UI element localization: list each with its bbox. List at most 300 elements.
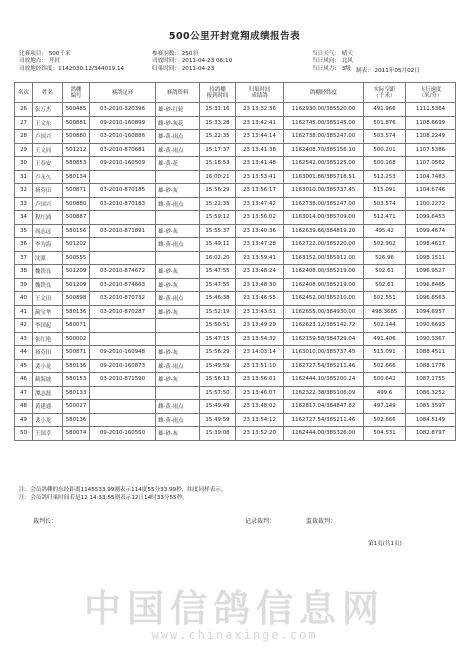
table-row bbox=[15, 427, 456, 441]
cell-speed: 1082.8797 bbox=[406, 427, 456, 441]
cell-coords: 1162159.58/384729.04 bbox=[284, 332, 364, 346]
cell-speed: 1099.4674 bbox=[406, 224, 456, 238]
table-row bbox=[15, 130, 456, 144]
cell-pigeon-info: 雄-砂-灰 bbox=[156, 224, 200, 238]
cell-loft-id: 501209 bbox=[63, 265, 90, 279]
cell-name: 潭志磊 bbox=[33, 386, 63, 400]
cell-rank: 38 bbox=[15, 265, 33, 279]
cell-coords: 1162444.10/385200.24 bbox=[284, 373, 364, 387]
cell-name: 扬芬田 bbox=[33, 184, 63, 198]
cell-rank: 30 bbox=[15, 157, 33, 171]
cell-report-time: 15:22:35 bbox=[200, 130, 236, 144]
cell-pigeon-info bbox=[156, 386, 200, 400]
cell-distance: 502.144 bbox=[364, 319, 406, 333]
table-row bbox=[15, 278, 456, 292]
table-row bbox=[15, 413, 456, 427]
cell-speed: 1100.2272 bbox=[406, 197, 456, 211]
cell-report-time: 16:02:20 bbox=[200, 251, 236, 265]
cell-name: 张万杰 bbox=[33, 103, 63, 117]
cell-distance: 512.253 bbox=[364, 170, 406, 184]
cell-distance: 502.551 bbox=[364, 292, 406, 306]
cell-name: 王文东 bbox=[33, 116, 63, 130]
cell-report-time: 15:39:08 bbox=[200, 427, 236, 441]
cell-distance: 491.406 bbox=[364, 332, 406, 346]
cell-distance: 526.96 bbox=[364, 251, 406, 265]
cell-ring bbox=[90, 211, 156, 225]
watermark-url: www.chinaxinge.com bbox=[151, 628, 318, 642]
cell-report-time: 15:18:53 bbox=[200, 157, 236, 171]
cell-rank: 34 bbox=[15, 211, 33, 225]
table-row bbox=[15, 224, 456, 238]
cell-coords: 1162444.00/385326.00 bbox=[284, 427, 364, 441]
cell-name: 裴小龙 bbox=[33, 359, 63, 373]
cell-coords: 1163010.00/385737.45 bbox=[284, 184, 364, 198]
header-ring: 赛鸽足环 bbox=[90, 83, 156, 103]
cell-name: 蔺宝华 bbox=[33, 305, 63, 319]
referee-label: 裁判长： bbox=[33, 518, 58, 525]
cell-pigeon-info: 雌-黄-雨点 bbox=[156, 238, 200, 252]
cell-name: 卢国兴 bbox=[33, 197, 63, 211]
cell-report-time: 15:33:28 bbox=[200, 116, 236, 130]
cell-name: 李为海 bbox=[33, 238, 63, 252]
cell-speed: 1099.6453 bbox=[406, 211, 456, 225]
cell-distance: 499.6 bbox=[364, 386, 406, 400]
cell-pigeon-info: 雌-黄-雨点 bbox=[156, 413, 200, 427]
cell-report-time: 15:56:29 bbox=[200, 346, 236, 360]
cell-arrival-time: 23 13:48:02 bbox=[236, 400, 284, 414]
table-row bbox=[15, 251, 456, 265]
table-row bbox=[15, 400, 456, 414]
cell-coords: 1162452.00/385210.00 bbox=[284, 292, 364, 306]
cell-name: 周志远 bbox=[33, 224, 63, 238]
cell-report-time: 15:22:35 bbox=[200, 197, 236, 211]
cell-loft-id: 501202 bbox=[63, 238, 90, 252]
table-row bbox=[15, 170, 456, 184]
cell-arrival-time: 23 13:54:32 bbox=[236, 332, 284, 346]
cell-speed: 1104.7483 bbox=[406, 170, 456, 184]
cell-ring: 03-2010-320396 bbox=[90, 103, 156, 117]
cell-ring: 03-2010-871891 bbox=[90, 224, 156, 238]
cell-report-time: 15:49:11 bbox=[200, 238, 236, 252]
cell-speed: 1108.2249 bbox=[406, 130, 456, 144]
cell-speed: 1107.0562 bbox=[406, 157, 456, 171]
cell-loft-id: 500485 bbox=[63, 103, 90, 117]
meta-entries: 参赛羽数： 250羽 bbox=[152, 51, 199, 57]
cell-speed: 1090.3367 bbox=[406, 332, 456, 346]
meta-left-block bbox=[19, 51, 124, 73]
cell-report-time: 15:31:16 bbox=[200, 103, 236, 117]
cell-arrival-time: 23 13:42:41 bbox=[236, 116, 284, 130]
cell-ring: 03-2010-874672 bbox=[90, 265, 156, 279]
cell-loft-id: 580136 bbox=[63, 413, 90, 427]
header-arrival-time: 归巢时间 成绩鸽 bbox=[236, 83, 284, 103]
cell-loft-id: 580133 bbox=[63, 386, 90, 400]
cell-coords: 1162623.12/385142.72 bbox=[284, 319, 364, 333]
cell-loft-id: 500002 bbox=[63, 332, 90, 346]
cell-report-time: 15:17:37 bbox=[200, 143, 236, 157]
cell-loft-id: 580853 bbox=[63, 157, 90, 171]
table-header-row bbox=[15, 83, 456, 103]
cell-coords: 1163152.00/385912.00 bbox=[284, 251, 364, 265]
cell-arrival-time: 23 13:59:41 bbox=[236, 251, 284, 265]
cell-arrival-time: 23 13:48:24 bbox=[236, 265, 284, 279]
cell-arrival-time: 23 13:32:36 bbox=[236, 103, 284, 117]
cell-arrival-time: 23 13:51:10 bbox=[236, 359, 284, 373]
page-number: 第1页(共1页) bbox=[368, 541, 402, 547]
cell-distance: 502.61 bbox=[364, 265, 406, 279]
cell-speed: 1107.5386 bbox=[406, 143, 456, 157]
cell-pigeon-info bbox=[156, 211, 200, 225]
cell-loft-id: 580074 bbox=[63, 427, 90, 441]
cell-coords: 1162722.00/385220.00 bbox=[284, 238, 364, 252]
cell-rank: 41 bbox=[15, 305, 33, 319]
cell-arrival-time: 23 13:47:28 bbox=[236, 238, 284, 252]
cell-loft-id: 500880 bbox=[63, 197, 90, 211]
cell-name: 王文田 bbox=[33, 292, 63, 306]
cell-distance: 500.201 bbox=[364, 143, 406, 157]
cell-name: 王春安 bbox=[33, 157, 63, 171]
cell-speed: 1094.6957 bbox=[406, 305, 456, 319]
meta-weather: 当日天气： 晴天 bbox=[312, 51, 353, 57]
cell-arrival-time: 23 13:40:36 bbox=[236, 224, 284, 238]
cell-arrival-time: 23 13:56:02 bbox=[236, 211, 284, 225]
cell-distance: 502.902 bbox=[364, 238, 406, 252]
cell-speed: 1088.4511 bbox=[406, 346, 456, 360]
cell-rank: 48 bbox=[15, 400, 33, 414]
results-table bbox=[14, 82, 456, 441]
cell-coords: 1162738.00/385247.00 bbox=[284, 130, 364, 144]
meta-wind-direction: 当日风向： 北风 bbox=[312, 58, 353, 65]
cell-report-time: 15:49:59 bbox=[200, 413, 236, 427]
cell-pigeon-info: 雌-黄-雨点 bbox=[156, 400, 200, 414]
cell-name: 李国起 bbox=[33, 319, 63, 333]
cell-coords: 1162655.00/384930.00 bbox=[284, 305, 364, 319]
header-coords: 鸽棚经纬度 bbox=[284, 83, 364, 103]
cell-speed: 1108.6699 bbox=[406, 116, 456, 130]
header-rank: 名次 bbox=[15, 83, 33, 103]
cell-rank: 28 bbox=[15, 130, 33, 144]
cell-loft-id: 501209 bbox=[63, 278, 90, 292]
cell-distance: 502.61 bbox=[364, 278, 406, 292]
cell-rank: 39 bbox=[15, 278, 33, 292]
cell-distance: 503.574 bbox=[364, 130, 406, 144]
cell-report-time: 15:56:29 bbox=[200, 184, 236, 198]
cell-report-time: 15:59:12 bbox=[200, 211, 236, 225]
cell-pigeon-info: 雄-砂-灰 bbox=[156, 305, 200, 319]
cell-arrival-time: 23 13:43:51 bbox=[236, 305, 284, 319]
cell-ring bbox=[90, 332, 156, 346]
cell-rank: 37 bbox=[15, 251, 33, 265]
header-pigeon-info: 赛鸽资料 bbox=[156, 83, 200, 103]
cell-report-time: 15:56:13 bbox=[200, 373, 236, 387]
cell-rank: 27 bbox=[15, 116, 33, 130]
cell-pigeon-info: 雌-黄-雨点 bbox=[156, 197, 200, 211]
table-row bbox=[15, 292, 456, 306]
cell-ring bbox=[90, 238, 156, 252]
cell-rank: 43 bbox=[15, 332, 33, 346]
cell-speed: 1098.4617 bbox=[406, 238, 456, 252]
meta-right-block bbox=[312, 51, 353, 73]
cell-coords: 1162727.54/385211.46 bbox=[284, 413, 364, 427]
cell-arrival-time: 23 13:46:07 bbox=[236, 386, 284, 400]
meta-event: 比赛项目： 500千米 bbox=[19, 51, 71, 57]
cell-arrival-time: 23 13:47:42 bbox=[236, 197, 284, 211]
cell-report-time: 15:49:59 bbox=[200, 359, 236, 373]
cell-distance: 503.574 bbox=[364, 197, 406, 211]
cell-coords: 1163001.86/385718.51 bbox=[284, 170, 364, 184]
cell-arrival-time: 23 14:03:14 bbox=[236, 346, 284, 360]
cell-report-time: 15:47:15 bbox=[200, 332, 236, 346]
cell-coords: 1162738.00/385247.00 bbox=[284, 197, 364, 211]
table-row bbox=[15, 332, 456, 346]
cell-name: 黄建通 bbox=[33, 400, 63, 414]
cell-coords: 1162817.04/384847.82 bbox=[284, 400, 364, 414]
cell-ring: 09-2010-160948 bbox=[90, 346, 156, 360]
table-row bbox=[15, 359, 456, 373]
cell-ring bbox=[90, 170, 156, 184]
cell-rank: 44 bbox=[15, 346, 33, 360]
cell-coords: 1163014.00/385709.00 bbox=[284, 211, 364, 225]
cell-distance: 502.666 bbox=[364, 413, 406, 427]
meta-return-time: 归巢时间： 2011-04-23 bbox=[152, 65, 215, 72]
cell-speed: 1111.5364 bbox=[406, 103, 456, 117]
cell-report-time: 15:47:55 bbox=[200, 265, 236, 279]
cell-name: 卢永久 bbox=[33, 170, 63, 184]
cell-loft-id: 580134 bbox=[63, 170, 90, 184]
table-row bbox=[15, 211, 456, 225]
cell-rank: 35 bbox=[15, 224, 33, 238]
cell-rank: 26 bbox=[15, 103, 33, 117]
cell-speed: 1104.6746 bbox=[406, 184, 456, 198]
cell-speed: 1085.3597 bbox=[406, 400, 456, 414]
cell-rank: 42 bbox=[15, 319, 33, 333]
cell-speed: 1096.6563 bbox=[406, 292, 456, 306]
table-row bbox=[15, 319, 456, 333]
cell-coords: 1162745.00/385145.00 bbox=[284, 116, 364, 130]
cell-arrival-time: 23 13:54:12 bbox=[236, 413, 284, 427]
cell-loft-id: 500027 bbox=[63, 400, 90, 414]
cell-arrival-time: 23 13:41:48 bbox=[236, 157, 284, 171]
cell-report-time: 15:55:37 bbox=[200, 224, 236, 238]
cell-arrival-time: 23 13:46:55 bbox=[236, 292, 284, 306]
cell-arrival-time: 23 13:44:14 bbox=[236, 130, 284, 144]
cell-loft-id: 580136 bbox=[63, 305, 90, 319]
cell-ring: 09-2010-160509 bbox=[90, 157, 156, 171]
cell-loft-id: 580071 bbox=[63, 319, 90, 333]
cell-pigeon-info: 雄-黄-雨点 bbox=[156, 359, 200, 373]
cell-pigeon-info: 雌-砂-灰花 bbox=[156, 116, 200, 130]
cell-distance: 500.168 bbox=[364, 157, 406, 171]
table-row bbox=[15, 305, 456, 319]
header-loft-id: 鸽棚 编号 bbox=[63, 83, 90, 103]
cell-loft-id: 501212 bbox=[63, 143, 90, 157]
cell-name: 张红艳 bbox=[33, 332, 63, 346]
cell-arrival-time: 23 13:56:01 bbox=[236, 373, 284, 387]
cell-arrival-time: 23 13:41:38 bbox=[236, 143, 284, 157]
supervisor-label: 监裁裁判： bbox=[306, 518, 337, 525]
table-row bbox=[15, 184, 456, 198]
cell-coords: 1162542.00/385125.00 bbox=[284, 157, 364, 171]
cell-ring: 03-2010-160886 bbox=[90, 130, 156, 144]
cell-name: 魏铁良 bbox=[33, 278, 63, 292]
results-table-container bbox=[14, 82, 455, 441]
cell-pigeon-info: 雄-砂-灰 bbox=[156, 427, 200, 441]
cell-speed: 1090.6693 bbox=[406, 319, 456, 333]
cell-loft-id: 500887 bbox=[63, 211, 90, 225]
cell-pigeon-info bbox=[156, 332, 200, 346]
cell-pigeon-info: 雄-黄-雨点 bbox=[156, 130, 200, 144]
cell-ring: 09-2010-160899 bbox=[90, 116, 156, 130]
footnote-longitude: 注：会员鸽棚的东经距离1145533.99刚表示114度55分33.99秒，纬度同样表示。 bbox=[19, 487, 227, 493]
cell-speed: 1087.1755 bbox=[406, 373, 456, 387]
cell-speed: 1088.1776 bbox=[406, 359, 456, 373]
cell-pigeon-info bbox=[156, 251, 200, 265]
cell-report-time: 15:52:19 bbox=[200, 305, 236, 319]
table-row bbox=[15, 346, 456, 360]
cell-arrival-time: 23 13:49:29 bbox=[236, 319, 284, 333]
cell-ring bbox=[90, 413, 156, 427]
watermark-text: 中国信鸽信息网 bbox=[84, 587, 385, 630]
table-row bbox=[15, 197, 456, 211]
cell-coords: 1162930.00/385520.00 bbox=[284, 103, 364, 117]
table-row bbox=[15, 143, 456, 157]
cell-ring: 03-2010-870287 bbox=[90, 305, 156, 319]
cell-loft-id: 580153 bbox=[63, 373, 90, 387]
cell-pigeon-info: 雄-砂-灰 bbox=[156, 278, 200, 292]
header-speed: 飞行速度 （米/分） bbox=[406, 83, 456, 103]
cell-rank: 46 bbox=[15, 373, 33, 387]
cell-distance: 495.42 bbox=[364, 224, 406, 238]
cell-pigeon-info: 雄-砂-灰 bbox=[156, 346, 200, 360]
cell-name: 卢国兴 bbox=[33, 130, 63, 144]
cell-arrival-time: 23 13:52:20 bbox=[236, 427, 284, 441]
cell-rank: 31 bbox=[15, 170, 33, 184]
cell-pigeon-info: 雄-砂-灰 bbox=[156, 184, 200, 198]
cell-name: 裴小龙 bbox=[33, 413, 63, 427]
cell-ring bbox=[90, 386, 156, 400]
cell-ring: 03-2010-874663 bbox=[90, 278, 156, 292]
cell-rank: 47 bbox=[15, 386, 33, 400]
cell-coords: 1162408.70/385156.10 bbox=[284, 143, 364, 157]
cell-loft-id: 500871 bbox=[63, 184, 90, 198]
recorder-label: 记录裁判： bbox=[245, 518, 276, 525]
cell-rank: 36 bbox=[15, 238, 33, 252]
cell-rank: 40 bbox=[15, 292, 33, 306]
table-row bbox=[15, 265, 456, 279]
cell-distance: 500.642 bbox=[364, 373, 406, 387]
cell-coords: 1163010.00/385737.45 bbox=[284, 346, 364, 360]
cell-distance: 515.091 bbox=[364, 346, 406, 360]
cell-speed: 1084.5149 bbox=[406, 413, 456, 427]
cell-arrival-time: 23 13:53:41 bbox=[236, 170, 284, 184]
cell-report-time: 16:00:21 bbox=[200, 170, 236, 184]
cell-ring: 03-2010-870183 bbox=[90, 197, 156, 211]
header-report-time: 持鸽棚 报到时间 bbox=[200, 83, 236, 103]
table-row bbox=[15, 373, 456, 387]
cell-rank: 49 bbox=[15, 413, 33, 427]
table-row bbox=[15, 157, 456, 171]
cell-ring: 09-2010-160550 bbox=[90, 427, 156, 441]
cell-distance: 504.531 bbox=[364, 427, 406, 441]
cell-speed: 1096.8465 bbox=[406, 278, 456, 292]
cell-speed: 1098.1511 bbox=[406, 251, 456, 265]
cell-name: 蔺海坡 bbox=[33, 373, 63, 387]
meta-wind-force: 当日风力： 3级 bbox=[312, 65, 351, 72]
cell-pigeon-info bbox=[156, 319, 200, 333]
cell-distance: 515.091 bbox=[364, 184, 406, 198]
cell-distance: 497.149 bbox=[364, 400, 406, 414]
cell-ring bbox=[90, 400, 156, 414]
cell-name: 沈强 bbox=[33, 251, 63, 265]
cell-loft-id: 500898 bbox=[63, 292, 90, 306]
table-row bbox=[15, 238, 456, 252]
cell-distance: 501.876 bbox=[364, 116, 406, 130]
cell-distance: 491.966 bbox=[364, 103, 406, 117]
header-distance: 实际空距 （千米） bbox=[364, 83, 406, 103]
meta-mid-block bbox=[152, 51, 232, 73]
cell-coords: 1162727.54/385211.46 bbox=[284, 359, 364, 373]
table-row bbox=[15, 116, 456, 130]
cell-ring: 09-2010-160873 bbox=[90, 359, 156, 373]
cell-coords: 1162408.00/385219.00 bbox=[284, 278, 364, 292]
cell-coords: 1162408.00/385219.00 bbox=[284, 265, 364, 279]
meta-release-place: 司放地点： 开封 bbox=[19, 58, 60, 65]
cell-name: 程红浦 bbox=[33, 211, 63, 225]
cell-coords: 1162639.66/384819.20 bbox=[284, 224, 364, 238]
cell-ring: 03-2010-870732 bbox=[90, 292, 156, 306]
cell-name: 魏铁良 bbox=[33, 265, 63, 279]
table-row bbox=[15, 103, 456, 117]
cell-loft-id: 500871 bbox=[63, 346, 90, 360]
cell-rank: 29 bbox=[15, 143, 33, 157]
cell-arrival-time: 23 13:56:17 bbox=[236, 184, 284, 198]
cell-loft-id: 580136 bbox=[63, 359, 90, 373]
cell-ring: 03-2010-870681 bbox=[90, 143, 156, 157]
meta-release-coords: 司放地经纬度：1142030.12/344019.14 bbox=[19, 65, 125, 72]
cell-loft-id: 500555 bbox=[63, 251, 90, 265]
meta-release-time: 司放时间： 2011-04-23 06:10 bbox=[152, 58, 233, 65]
print-date: 制表： 2011年05月02日 bbox=[356, 68, 420, 74]
cell-speed: 1086.3252 bbox=[406, 386, 456, 400]
cell-pigeon-info: 雄-黄-雨点 bbox=[156, 292, 200, 306]
cell-pigeon-info: 雄-黄-雨点 bbox=[156, 143, 200, 157]
cell-report-time: 15:57:50 bbox=[200, 386, 236, 400]
cell-rank: 33 bbox=[15, 197, 33, 211]
cell-name: 王文同 bbox=[33, 143, 63, 157]
cell-rank: 32 bbox=[15, 184, 33, 198]
cell-report-time: 15:49:49 bbox=[200, 400, 236, 414]
header-name: 姓名 bbox=[33, 83, 63, 103]
cell-coords: 1162322.38/385106.09 bbox=[284, 386, 364, 400]
cell-report-time: 15:47:55 bbox=[200, 278, 236, 292]
cell-pigeon-info: 雄-砂-红轮 bbox=[156, 103, 200, 117]
table-row bbox=[15, 386, 456, 400]
cell-ring bbox=[90, 251, 156, 265]
cell-arrival-time: 23 13:48:30 bbox=[236, 278, 284, 292]
cell-loft-id: 500881 bbox=[63, 116, 90, 130]
report-title: 500公里开封竞翔成绩报告表 bbox=[168, 31, 301, 42]
cell-pigeon-info: 雄-砂-灰 bbox=[156, 373, 200, 387]
cell-distance: 502.666 bbox=[364, 359, 406, 373]
cell-loft-id: 500880 bbox=[63, 130, 90, 144]
cell-ring: 03-2010-870185 bbox=[90, 184, 156, 198]
cell-name: 王国幸 bbox=[33, 427, 63, 441]
cell-rank: 50 bbox=[15, 427, 33, 441]
cell-distance: 512.471 bbox=[364, 211, 406, 225]
cell-pigeon-info bbox=[156, 170, 200, 184]
cell-speed: 1096.9527 bbox=[406, 265, 456, 279]
cell-distance: 498.3685 bbox=[364, 305, 406, 319]
